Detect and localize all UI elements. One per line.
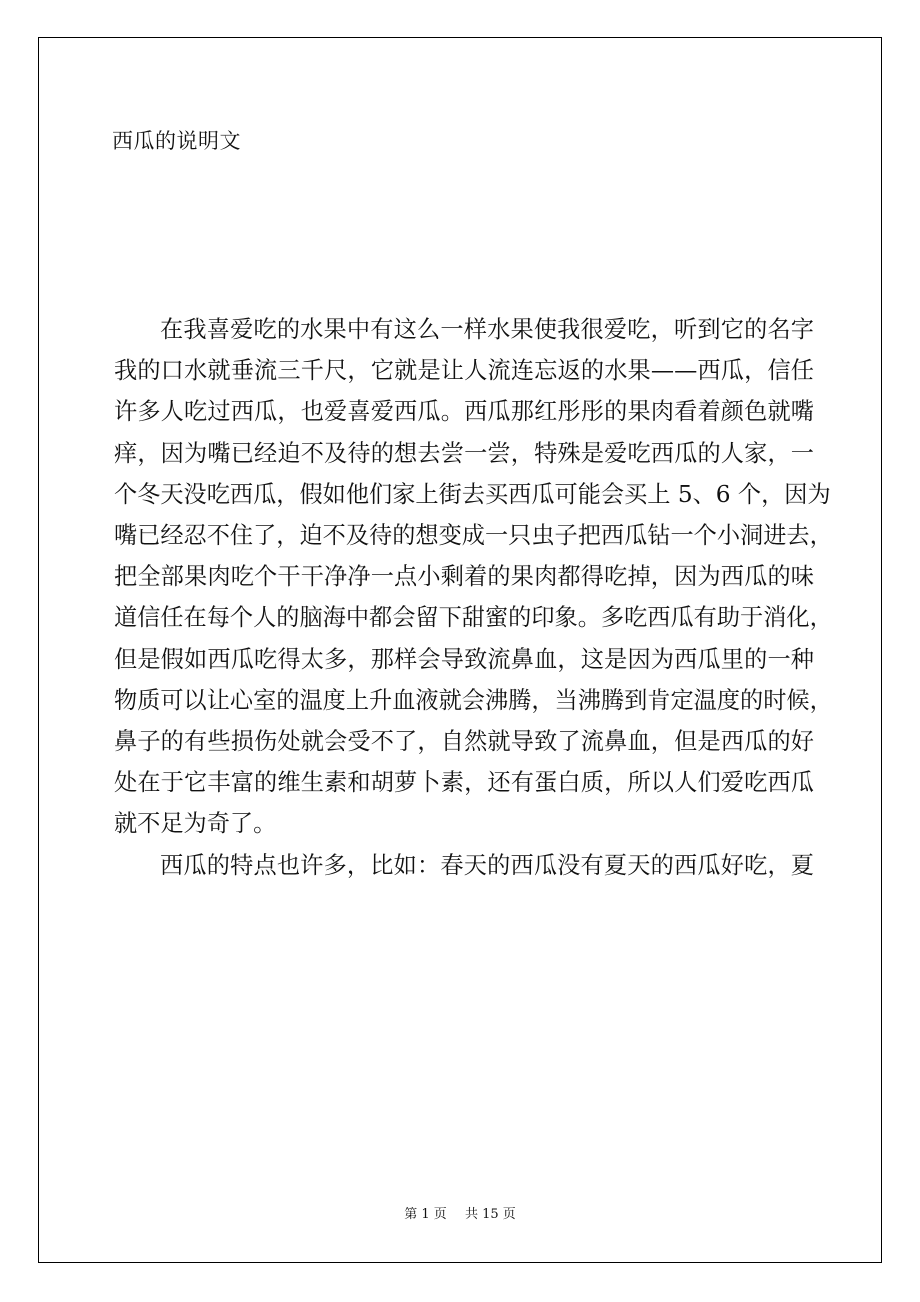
- paragraph-1: [114, 309, 833, 845]
- text-line: 个冬天没吃西瓜，假如他们家上街去买西瓜可能会买上 5、6 个，因为: [114, 480, 831, 508]
- text-line: 西瓜的特点也许多，比如：春天的西瓜没有夏天的西瓜好吃，夏: [160, 851, 814, 879]
- text-line: 把全部果肉吃个干干净净一点小剩着的果肉都得吃掉，因为西瓜的味: [114, 563, 814, 591]
- paragraph-2: [114, 845, 814, 886]
- text-line: 处在于它丰富的维生素和胡萝卜素，还有蛋白质，所以人们爱吃西瓜: [114, 769, 814, 797]
- text-line: 我的口水就垂流三千尺，它就是让人流连忘返的水果——西瓜，信任: [114, 357, 814, 385]
- text-line: 嘴已经忍不住了，迫不及待的想变成一只虫子把西瓜钻一个小洞进去，: [114, 522, 833, 550]
- text-line: 许多人吃过西瓜，也爱喜爱西瓜。西瓜那红彤彤的果肉看着颜色就嘴: [114, 398, 814, 426]
- text-line: 物质可以让心室的温度上升血液就会沸腾，当沸腾到肯定温度的时候，: [114, 686, 833, 714]
- text-line: 道信任在每个人的脑海中都会留下甜蜜的印象。多吃西瓜有助于消化，: [114, 604, 833, 632]
- text-line: 就不足为奇了。: [114, 810, 277, 838]
- page-total: 共 15 页: [464, 1207, 516, 1222]
- text-line: 痒，因为嘴已经迫不及待的想去尝一尝，特殊是爱吃西瓜的人家，一: [114, 439, 814, 467]
- text-line: 但是假如西瓜吃得太多，那样会导致流鼻血，这是因为西瓜里的一种: [114, 645, 814, 673]
- page-number: 第 1 页: [404, 1207, 447, 1222]
- text-line: 鼻子的有些损伤处就会受不了，自然就导致了流鼻血，但是西瓜的好: [114, 728, 814, 756]
- document-body: [114, 309, 833, 886]
- text-line: 在我喜爱吃的水果中有这么一样水果使我很爱吃，听到它的名字: [160, 316, 814, 343]
- document-title: 西瓜的说明文: [112, 129, 241, 153]
- page-footer: [0, 1206, 920, 1224]
